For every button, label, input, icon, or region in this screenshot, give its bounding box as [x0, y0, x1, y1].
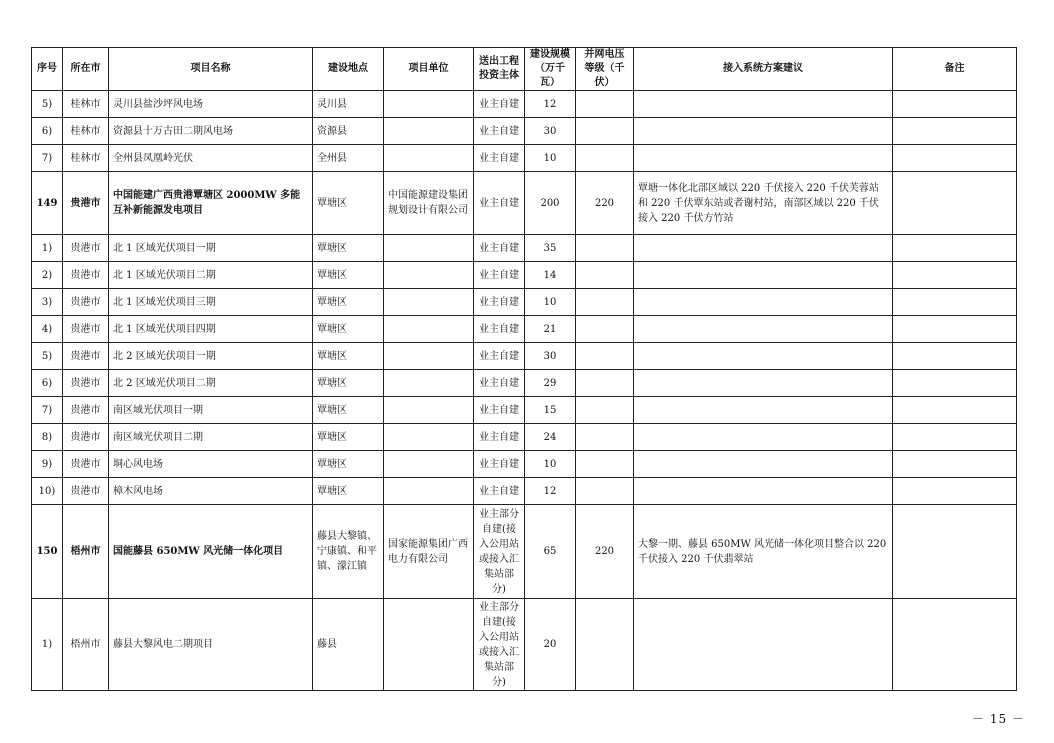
cell-unit [384, 118, 474, 145]
cell-voltage [576, 451, 634, 478]
cell-note [893, 343, 1017, 370]
cell-location: 资源县 [313, 118, 384, 145]
cell-project-name: 北 1 区域光伏项目四期 [109, 316, 313, 343]
cell-city: 梧州市 [63, 505, 109, 599]
cell-note [893, 235, 1017, 262]
cell-note [893, 451, 1017, 478]
cell-scale: 200 [525, 172, 576, 235]
cell-city: 桂林市 [63, 118, 109, 145]
cell-plan [634, 424, 893, 451]
cell-note [893, 505, 1017, 599]
cell-unit [384, 370, 474, 397]
cell-investor: 业主自建 [474, 91, 525, 118]
cell-voltage [576, 370, 634, 397]
cell-city: 贵港市 [63, 262, 109, 289]
cell-voltage [576, 289, 634, 316]
cell-plan [634, 91, 893, 118]
table-row [32, 172, 1017, 235]
cell-voltage [576, 235, 634, 262]
cell-unit [384, 91, 474, 118]
cell-no: 4) [32, 316, 63, 343]
table-row [32, 289, 1017, 316]
cell-scale: 30 [525, 343, 576, 370]
cell-city: 贵港市 [63, 172, 109, 235]
cell-plan: 覃塘一体化北部区域以 220 千伏接入 220 千伏芙蓉站和 220 千伏覃东站或者谢村站，南部区域以 220 千伏接入 220 千伏方竹站 [634, 172, 893, 235]
cell-investor: 业主自建 [474, 478, 525, 505]
cell-voltage [576, 316, 634, 343]
cell-voltage [576, 397, 634, 424]
page-number: － 15 － [972, 712, 1025, 726]
header-no: 序号 [32, 48, 63, 91]
cell-no: 7) [32, 145, 63, 172]
cell-unit [384, 262, 474, 289]
cell-unit [384, 145, 474, 172]
cell-scale: 10 [525, 451, 576, 478]
cell-scale: 24 [525, 424, 576, 451]
cell-investor: 业主自建 [474, 370, 525, 397]
table-row [32, 118, 1017, 145]
cell-note [893, 118, 1017, 145]
cell-note [893, 145, 1017, 172]
cell-scale: 12 [525, 91, 576, 118]
cell-city: 贵港市 [63, 451, 109, 478]
cell-scale: 35 [525, 235, 576, 262]
cell-voltage [576, 262, 634, 289]
cell-plan [634, 262, 893, 289]
cell-note [893, 599, 1017, 691]
cell-project-name: 北 1 区域光伏项目三期 [109, 289, 313, 316]
cell-project-name: 南区域光伏项目二期 [109, 424, 313, 451]
cell-voltage [576, 424, 634, 451]
cell-no: 5) [32, 91, 63, 118]
cell-voltage: 220 [576, 505, 634, 599]
table-row [32, 505, 1017, 599]
cell-scale: 10 [525, 289, 576, 316]
cell-no: 6) [32, 370, 63, 397]
cell-note [893, 370, 1017, 397]
cell-city: 贵港市 [63, 478, 109, 505]
cell-scale: 10 [525, 145, 576, 172]
cell-note [893, 478, 1017, 505]
cell-note [893, 91, 1017, 118]
cell-plan [634, 343, 893, 370]
table-row [32, 262, 1017, 289]
cell-unit: 国家能源集团广西电力有限公司 [384, 505, 474, 599]
cell-plan [634, 599, 893, 691]
table-row [32, 424, 1017, 451]
cell-investor: 业主自建 [474, 343, 525, 370]
cell-investor: 业主部分自建(接入公用站或接入汇集站部分) [474, 599, 525, 691]
cell-location: 藤县大黎镇、宁康镇、和平镇、濛江镇 [313, 505, 384, 599]
cell-scale: 20 [525, 599, 576, 691]
cell-project-name: 灵川县盐沙坪风电场 [109, 91, 313, 118]
cell-project-name: 北 2 区域光伏项目一期 [109, 343, 313, 370]
cell-project-name: 南区域光伏项目一期 [109, 397, 313, 424]
cell-investor: 业主自建 [474, 172, 525, 235]
cell-location: 全州县 [313, 145, 384, 172]
cell-unit [384, 424, 474, 451]
cell-investor: 业主部分自建(接入公用站或接入汇集站部分) [474, 505, 525, 599]
header-city: 所在市 [63, 48, 109, 91]
cell-voltage: 220 [576, 172, 634, 235]
cell-no: 2) [32, 262, 63, 289]
cell-unit [384, 289, 474, 316]
cell-investor: 业主自建 [474, 145, 525, 172]
header-note: 备注 [893, 48, 1017, 91]
table-row [32, 397, 1017, 424]
cell-location: 覃塘区 [313, 343, 384, 370]
cell-investor: 业主自建 [474, 118, 525, 145]
cell-plan [634, 316, 893, 343]
cell-no: 9) [32, 451, 63, 478]
cell-location: 覃塘区 [313, 289, 384, 316]
cell-plan [634, 397, 893, 424]
cell-scale: 15 [525, 397, 576, 424]
cell-project-name: 北 1 区域光伏项目二期 [109, 262, 313, 289]
cell-location: 覃塘区 [313, 235, 384, 262]
cell-scale: 29 [525, 370, 576, 397]
cell-unit [384, 397, 474, 424]
cell-city: 梧州市 [63, 599, 109, 691]
cell-no: 7) [32, 397, 63, 424]
cell-city: 桂林市 [63, 145, 109, 172]
cell-no: 1) [32, 599, 63, 691]
cell-voltage [576, 145, 634, 172]
header-name: 项目名称 [109, 48, 313, 91]
cell-investor: 业主自建 [474, 262, 525, 289]
cell-note [893, 262, 1017, 289]
cell-voltage [576, 599, 634, 691]
cell-voltage [576, 478, 634, 505]
cell-city: 贵港市 [63, 370, 109, 397]
cell-city: 贵港市 [63, 316, 109, 343]
cell-location: 覃塘区 [313, 172, 384, 235]
cell-investor: 业主自建 [474, 424, 525, 451]
cell-unit: 中国能源建设集团规划设计有限公司 [384, 172, 474, 235]
cell-location: 覃塘区 [313, 316, 384, 343]
cell-unit [384, 235, 474, 262]
cell-scale: 30 [525, 118, 576, 145]
header-plan: 接入系统方案建议 [634, 48, 893, 91]
cell-note [893, 289, 1017, 316]
cell-no: 150 [32, 505, 63, 599]
cell-scale: 12 [525, 478, 576, 505]
cell-plan [634, 145, 893, 172]
cell-plan [634, 118, 893, 145]
header-scale: 建设规模（万千瓦） [525, 48, 576, 91]
cell-scale: 65 [525, 505, 576, 599]
cell-city: 贵港市 [63, 235, 109, 262]
header-unit: 项目单位 [384, 48, 474, 91]
cell-plan: 大黎一期、藤县 650MW 风光储一体化项目整合以 220 千伏接入 220 千伏翡翠站 [634, 505, 893, 599]
cell-investor: 业主自建 [474, 451, 525, 478]
cell-project-name: 北 1 区域光伏项目一期 [109, 235, 313, 262]
cell-project-name: 资源县十万古田二期风电场 [109, 118, 313, 145]
cell-city: 桂林市 [63, 91, 109, 118]
cell-no: 3) [32, 289, 63, 316]
cell-voltage [576, 91, 634, 118]
cell-no: 6) [32, 118, 63, 145]
table-row [32, 316, 1017, 343]
cell-city: 贵港市 [63, 397, 109, 424]
cell-location: 覃塘区 [313, 451, 384, 478]
cell-city: 贵港市 [63, 343, 109, 370]
cell-plan [634, 370, 893, 397]
cell-location: 藤县 [313, 599, 384, 691]
cell-voltage [576, 118, 634, 145]
cell-project-name: 垌心风电场 [109, 451, 313, 478]
table-row [32, 451, 1017, 478]
cell-no: 10) [32, 478, 63, 505]
cell-plan [634, 289, 893, 316]
header-voltage: 并网电压等级（千伏） [576, 48, 634, 91]
cell-project-name: 樟木风电场 [109, 478, 313, 505]
cell-unit [384, 343, 474, 370]
cell-plan [634, 451, 893, 478]
cell-scale: 21 [525, 316, 576, 343]
table-row [32, 343, 1017, 370]
cell-location: 覃塘区 [313, 478, 384, 505]
cell-no: 149 [32, 172, 63, 235]
cell-no: 5) [32, 343, 63, 370]
table-row [32, 91, 1017, 118]
cell-note [893, 172, 1017, 235]
cell-project-name: 北 2 区域光伏项目二期 [109, 370, 313, 397]
table-row [32, 370, 1017, 397]
project-table [31, 47, 1017, 691]
cell-project-name: 全州县凤凰岭光伏 [109, 145, 313, 172]
cell-scale: 14 [525, 262, 576, 289]
cell-unit [384, 599, 474, 691]
cell-project-name: 国能藤县 650MW 风光储一体化项目 [109, 505, 313, 599]
cell-unit [384, 316, 474, 343]
cell-location: 覃塘区 [313, 262, 384, 289]
cell-investor: 业主自建 [474, 397, 525, 424]
cell-city: 贵港市 [63, 424, 109, 451]
header-investor: 送出工程投资主体 [474, 48, 525, 91]
cell-plan [634, 478, 893, 505]
cell-note [893, 424, 1017, 451]
table-row [32, 478, 1017, 505]
cell-unit [384, 478, 474, 505]
cell-project-name: 中国能建广西贵港覃塘区 2000MW 多能互补新能源发电项目 [109, 172, 313, 235]
cell-note [893, 397, 1017, 424]
cell-investor: 业主自建 [474, 235, 525, 262]
table-row [32, 599, 1017, 691]
cell-location: 覃塘区 [313, 424, 384, 451]
cell-city: 贵港市 [63, 289, 109, 316]
cell-note [893, 316, 1017, 343]
cell-location: 覃塘区 [313, 397, 384, 424]
cell-investor: 业主自建 [474, 289, 525, 316]
header-location: 建设地点 [313, 48, 384, 91]
cell-voltage [576, 343, 634, 370]
header-row [32, 48, 1017, 91]
cell-project-name: 藤县大黎风电二期项目 [109, 599, 313, 691]
table-row [32, 145, 1017, 172]
cell-location: 覃塘区 [313, 370, 384, 397]
cell-plan [634, 235, 893, 262]
cell-no: 8) [32, 424, 63, 451]
table-row [32, 235, 1017, 262]
cell-no: 1) [32, 235, 63, 262]
cell-location: 灵川县 [313, 91, 384, 118]
cell-investor: 业主自建 [474, 316, 525, 343]
cell-unit [384, 451, 474, 478]
